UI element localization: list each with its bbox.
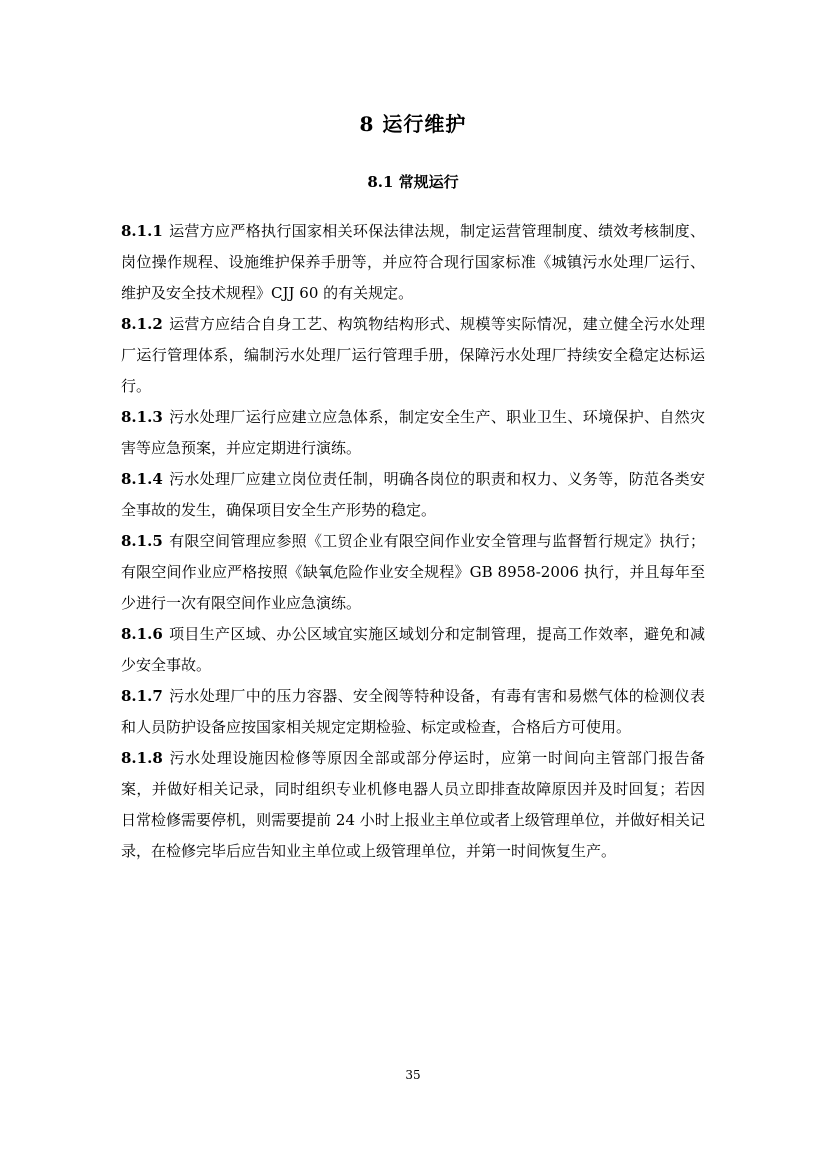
clause-8-1-1 (121, 216, 705, 309)
clause-number: 8.1.6 (121, 625, 163, 643)
clause-8-1-3 (121, 402, 705, 464)
clause-8-1-8 (121, 743, 705, 867)
clause-number: 8.1.2 (121, 315, 163, 333)
section-title: 8.1 常规运行 (367, 173, 459, 191)
clause-8-1-5 (121, 526, 705, 619)
clause-text: 运营方应结合自身工艺、构筑物结构形式、规模等实际情况，建立健全污水处理厂运行管理体系，编制污水处理厂运行管理手册，保障污水处理厂持续安全稳定达标运行。 (121, 315, 705, 395)
clause-number: 8.1.3 (121, 408, 163, 426)
clause-text: 项目生产区域、办公区域宜实施区域划分和定制管理，提高工作效率，避免和减少安全事故。 (121, 625, 705, 674)
clause-8-1-4 (121, 464, 705, 526)
clause-text: 运营方应严格执行国家相关环保法律法规，制定运营管理制度、绩效考核制度、岗位操作规程、设施维护保养手册等，并应符合现行国家标准《城镇污水处理厂运行、维护及安全技术规程》CJJ 60 的有关规定。 (121, 222, 705, 302)
clause-8-1-6 (121, 619, 705, 681)
clause-text: 有限空间管理应参照《工贸企业有限空间作业安全管理与监督暂行规定》执行；有限空间作业应严格按照《缺氧危险作业安全规程》GB 8958-2006 执行，并且每年至少进行一次有限空间作业应急演练。 (121, 532, 705, 612)
clause-number: 8.1.5 (121, 532, 163, 550)
clause-number: 8.1.7 (121, 687, 163, 705)
clause-list (121, 216, 705, 867)
page-number: 35 (405, 1068, 421, 1082)
clause-8-1-2 (121, 309, 705, 402)
clause-text: 污水处理厂中的压力容器、安全阀等特种设备，有毒有害和易燃气体的检测仪表和人员防护设备应按国家相关规定定期检验、标定或检查，合格后方可使用。 (121, 687, 705, 736)
clause-number: 8.1.1 (121, 222, 163, 240)
clause-text: 污水处理设施因检修等原因全部或部分停运时，应第一时间向主管部门报告备案，并做好相关记录，同时组织专业机修电器人员立即排查故障原因并及时回复；若因日常检修需要停机，则需要提前 24 小时上报业主单位或者上级管理单位，并做好相关记录，在检修完毕后应告知业主单位或上级管理单位，并第一时间恢复生产。 (121, 749, 705, 860)
clause-text: 污水处理厂应建立岗位责任制，明确各岗位的职责和权力、义务等，防范各类安全事故的发生，确保项目安全生产形势的稳定。 (121, 470, 705, 519)
clause-text: 污水处理厂运行应建立应急体系，制定安全生产、职业卫生、环境保护、自然灾害等应急预案，并应定期进行演练。 (121, 408, 705, 457)
chapter-title: 8 运行维护 (359, 112, 467, 136)
clause-number: 8.1.8 (121, 749, 163, 767)
clause-8-1-7 (121, 681, 705, 743)
clause-number: 8.1.4 (121, 470, 163, 488)
